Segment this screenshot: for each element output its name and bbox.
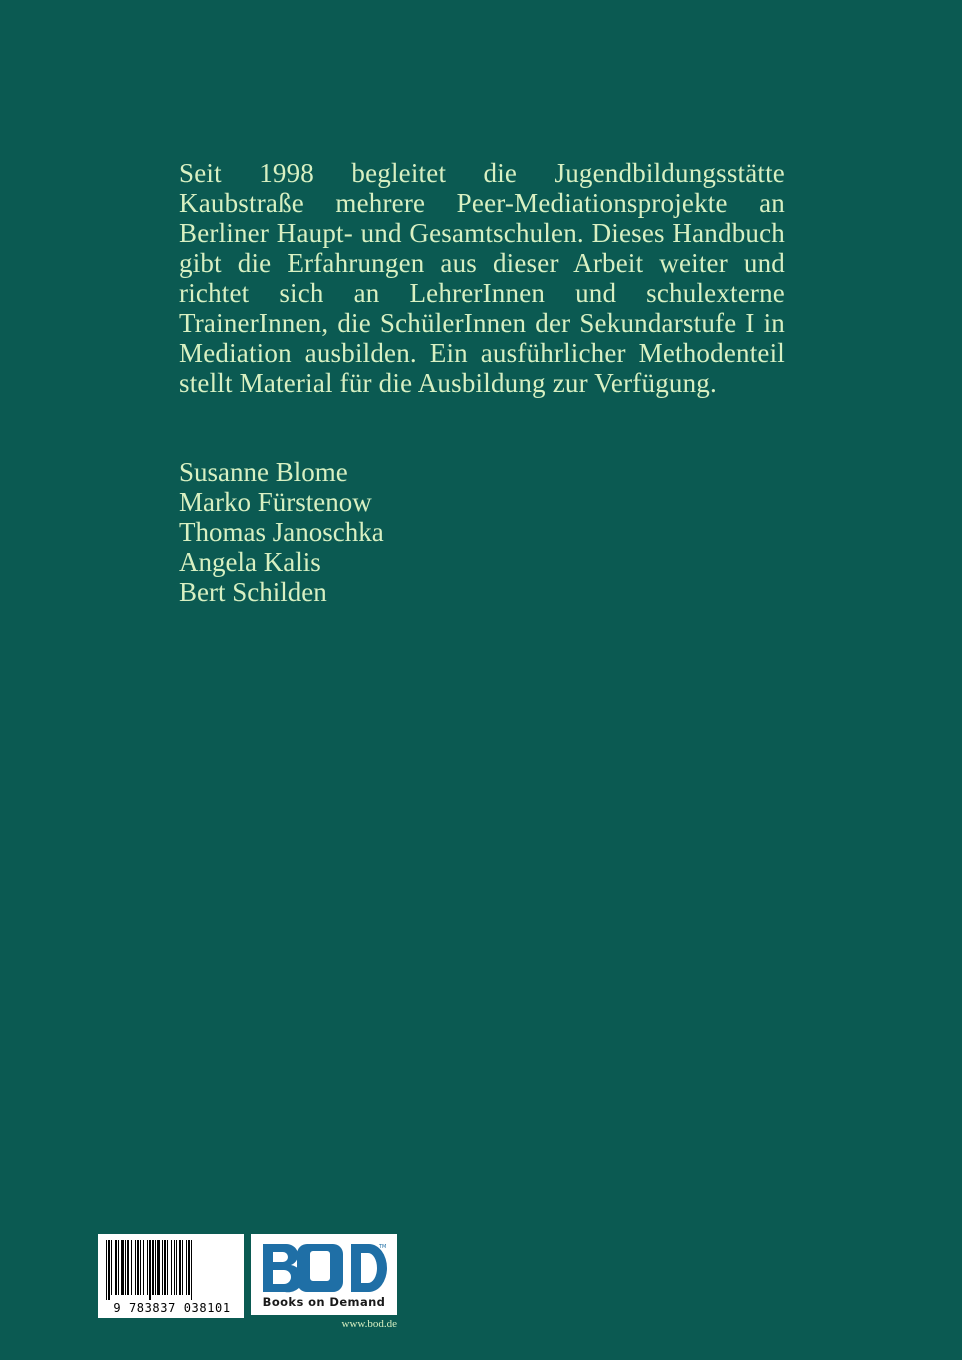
isbn-number: 9 783837 038101 bbox=[113, 1301, 231, 1315]
barcode-bars bbox=[106, 1240, 238, 1300]
author-name: Thomas Janoschka bbox=[179, 517, 384, 547]
publisher-tagline: Books on Demand bbox=[262, 1295, 386, 1309]
isbn-barcode bbox=[98, 1234, 244, 1318]
author-name: Susanne Blome bbox=[179, 457, 348, 487]
author-name: Bert Schilden bbox=[179, 577, 327, 607]
publisher-logo bbox=[251, 1234, 397, 1315]
author-name: Angela Kalis bbox=[179, 547, 321, 577]
svg-text:TM: TM bbox=[379, 1244, 387, 1250]
bod-logo-icon bbox=[259, 1240, 391, 1296]
author-list bbox=[179, 457, 384, 607]
publisher-url: www.bod.de bbox=[341, 1318, 397, 1330]
author-name: Marko Fürstenow bbox=[179, 487, 372, 517]
blurb-text: Seit 1998 begleitet die Jugendbildungsstätte Kaubstraße mehrere Peer-Mediationsprojekte an Berliner Haupt- und Gesamtschulen. Dieses Handbuch gibt die Erfahrungen aus dieser Arbeit weiter und richtet sich an LehrerInnen und schulexterne TrainerInnen, die SchülerInnen der Sekundarstufe I in Mediation ausbilden. Ein ausführlicher Methodenteil stellt Material für die Ausbildung zur Verfügung. bbox=[179, 158, 785, 398]
